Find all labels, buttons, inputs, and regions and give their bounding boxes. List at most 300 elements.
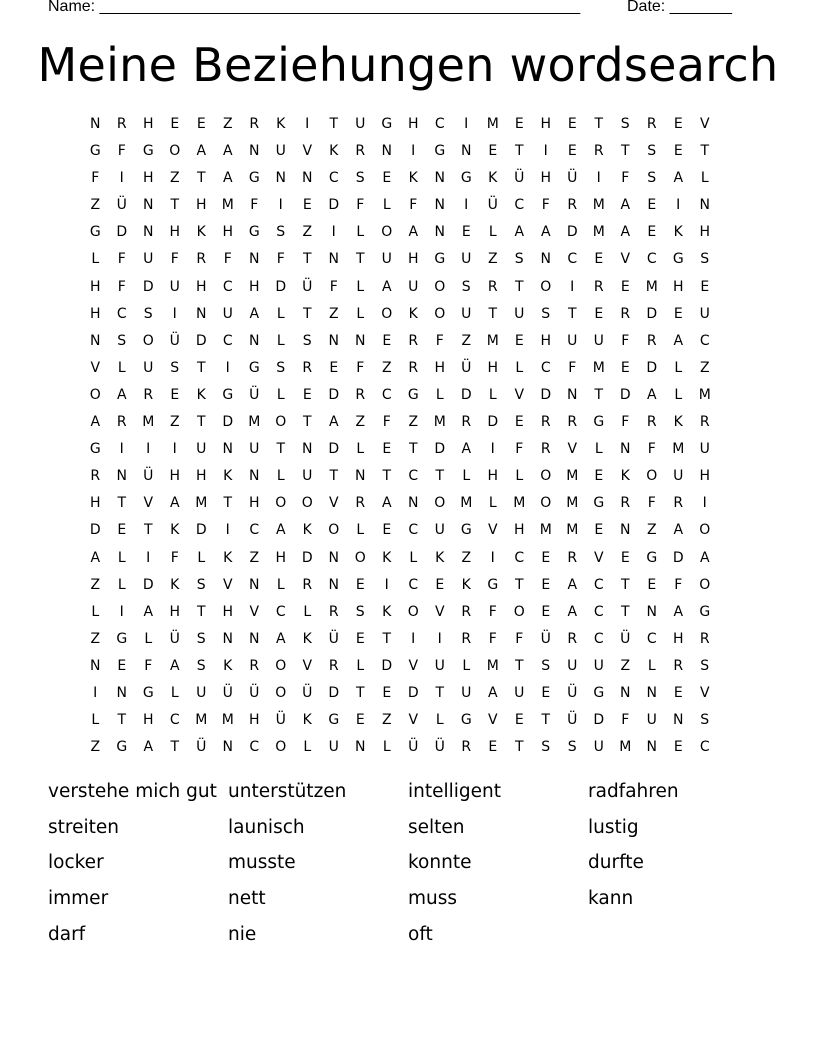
grid-letter: F: [647, 441, 656, 458]
grid-letter: G: [248, 170, 260, 187]
grid-letter: K: [170, 576, 180, 593]
grid-letter: O: [275, 414, 287, 431]
grid-letter: E: [673, 305, 683, 322]
grid-letter: V: [143, 495, 154, 512]
grid-letter: N: [646, 684, 657, 701]
grid-letter: D: [328, 441, 340, 458]
grid-letter: U: [143, 359, 154, 376]
grid-letter: S: [355, 603, 365, 620]
grid-letter: Z: [90, 197, 101, 214]
grid-letter: O: [513, 603, 525, 620]
grid-letter: C: [249, 739, 260, 756]
grid-letter: Ü: [222, 684, 233, 701]
grid-letter: T: [514, 143, 524, 160]
grid-letter: N: [90, 116, 101, 132]
grid-letter: M: [460, 495, 473, 512]
grid-letter: C: [540, 359, 551, 376]
grid-letter: R: [567, 630, 578, 647]
grid-letter: Z: [90, 630, 101, 647]
grid-letter: R: [116, 116, 127, 132]
grid-letter: N: [328, 251, 339, 268]
grid-letter: M: [486, 657, 499, 674]
grid-letter: L: [462, 657, 471, 674]
grid-letter: R: [567, 414, 578, 431]
grid-letter: H: [169, 468, 181, 485]
grid-letter: F: [117, 251, 126, 268]
grid-letter: D: [407, 684, 419, 701]
grid-letter: F: [621, 332, 630, 349]
grid-letter: R: [408, 359, 419, 376]
grid-letter: K: [223, 549, 233, 566]
grid-letter: R: [461, 414, 472, 431]
grid-letter: T: [488, 305, 498, 322]
grid-letter: O: [275, 684, 287, 701]
grid-letter: C: [567, 251, 578, 268]
grid-letter: F: [621, 414, 630, 431]
grid-letter: L: [515, 359, 524, 376]
grid-letter: S: [170, 359, 180, 376]
grid-letter: L: [488, 386, 497, 403]
grid-letter: E: [673, 143, 683, 160]
grid-letter: U: [567, 332, 578, 349]
grid-letter: E: [594, 522, 604, 539]
grid-letter: H: [699, 224, 711, 241]
grid-letter: G: [699, 603, 711, 620]
grid-letter: E: [329, 359, 339, 376]
grid-letter: U: [567, 657, 578, 674]
grid-letter: K: [196, 386, 206, 403]
grid-letter: L: [462, 468, 471, 485]
grid-letter: H: [142, 116, 154, 132]
grid-letter: O: [434, 495, 446, 512]
word-list-item: immer: [48, 888, 109, 910]
grid-letter: Z: [381, 712, 392, 729]
grid-letter: G: [89, 224, 101, 241]
grid-letter: M: [672, 441, 685, 458]
grid-letter: H: [195, 278, 207, 295]
grid-letter: A: [90, 549, 101, 566]
grid-letter: F: [621, 712, 630, 729]
grid-letter: D: [487, 414, 499, 431]
grid-letter: O: [434, 305, 446, 322]
grid-letter: T: [196, 359, 206, 376]
grid-letter: K: [302, 630, 312, 647]
grid-letter: S: [700, 251, 710, 268]
grid-letter: K: [276, 116, 286, 132]
grid-letter: D: [195, 522, 207, 539]
grid-letter: Ü: [302, 278, 313, 295]
grid-letter: K: [302, 712, 312, 729]
grid-letter: K: [302, 522, 312, 539]
grid-letter: Z: [169, 170, 180, 187]
grid-letter: Ü: [461, 359, 472, 376]
grid-letter: N: [328, 576, 339, 593]
grid-letter: H: [513, 522, 525, 539]
letter-grid: [82, 111, 718, 761]
grid-letter: M: [486, 116, 499, 132]
grid-letter: D: [434, 441, 446, 458]
grid-letter: H: [540, 116, 552, 132]
grid-letter: F: [356, 359, 365, 376]
grid-letter: S: [647, 170, 657, 187]
grid-letter: F: [382, 414, 391, 431]
grid-letter: T: [302, 251, 312, 268]
name-field-label: Name: ______________________________________________________: [48, 0, 581, 15]
grid-letter: L: [144, 630, 153, 647]
grid-letter: E: [435, 576, 445, 593]
grid-letter: N: [434, 197, 445, 214]
grid-letter: F: [674, 576, 683, 593]
grid-letter: I: [702, 495, 707, 512]
grid-letter: D: [646, 359, 658, 376]
grid-letter: N: [620, 684, 631, 701]
grid-letter: K: [223, 657, 233, 674]
grid-letter: R: [540, 414, 551, 431]
grid-letter: D: [142, 576, 154, 593]
grid-letter: I: [172, 305, 177, 322]
grid-letter: N: [355, 739, 366, 756]
grid-letter: T: [196, 603, 206, 620]
grid-letter: O: [540, 468, 552, 485]
grid-letter: F: [250, 197, 259, 214]
grid-letter: G: [487, 576, 499, 593]
grid-letter: N: [620, 522, 631, 539]
grid-letter: Ü: [169, 630, 180, 647]
grid-letter: T: [514, 576, 524, 593]
grid-letter: N: [249, 576, 260, 593]
grid-letter: L: [356, 522, 365, 539]
grid-letter: T: [620, 576, 630, 593]
grid-letter: O: [381, 224, 393, 241]
grid-letter: L: [647, 657, 656, 674]
grid-letter: O: [275, 657, 287, 674]
grid-letter: U: [434, 522, 445, 539]
grid-letter: H: [407, 251, 419, 268]
grid-letter: E: [673, 739, 683, 756]
grid-letter: G: [460, 522, 472, 539]
grid-letter: N: [302, 441, 313, 458]
grid-letter: E: [541, 603, 551, 620]
grid-letter: R: [355, 386, 366, 403]
grid-letter: R: [487, 278, 498, 295]
grid-letter: S: [647, 143, 657, 160]
grid-letter: O: [381, 305, 393, 322]
grid-letter: D: [593, 712, 605, 729]
grid-letter: S: [196, 576, 206, 593]
grid-letter: E: [302, 197, 312, 214]
grid-letter: O: [699, 576, 711, 593]
grid-letter: O: [169, 143, 181, 160]
grid-letter: C: [408, 522, 419, 539]
grid-letter: G: [89, 441, 101, 458]
grid-letter: A: [143, 739, 154, 756]
grid-letter: F: [647, 495, 656, 512]
grid-letter: O: [301, 495, 313, 512]
grid-letter: R: [540, 441, 551, 458]
grid-letter: E: [647, 197, 657, 214]
grid-letter: E: [355, 712, 365, 729]
grid-letter: Ü: [567, 712, 578, 729]
grid-letter: E: [355, 630, 365, 647]
grid-letter: D: [381, 657, 393, 674]
grid-letter: L: [356, 224, 365, 241]
grid-letter: R: [593, 278, 604, 295]
grid-letter: C: [408, 576, 419, 593]
grid-letter: R: [646, 414, 657, 431]
grid-letter: E: [117, 522, 127, 539]
grid-letter: T: [700, 143, 710, 160]
grid-letter: I: [146, 441, 151, 458]
grid-letter: L: [276, 305, 285, 322]
grid-letter: G: [248, 224, 260, 241]
grid-letter: D: [328, 197, 340, 214]
grid-letter: K: [488, 170, 498, 187]
grid-letter: M: [221, 197, 234, 214]
grid-letter: H: [407, 116, 419, 132]
grid-letter: M: [619, 739, 632, 756]
grid-letter: L: [276, 576, 285, 593]
grid-letter: L: [594, 441, 603, 458]
page-title: Meine Beziehungen wordsearch: [37, 38, 779, 92]
grid-letter: R: [646, 116, 657, 132]
grid-letter: Z: [169, 414, 180, 431]
grid-letter: R: [620, 305, 631, 322]
grid-letter: E: [594, 468, 604, 485]
grid-letter: S: [541, 305, 551, 322]
grid-letter: D: [195, 332, 207, 349]
grid-letter: G: [222, 386, 234, 403]
grid-letter: A: [116, 386, 127, 403]
grid-letter: R: [408, 332, 419, 349]
grid-letter: G: [460, 170, 472, 187]
grid-letter: D: [460, 386, 472, 403]
grid-letter: O: [646, 468, 658, 485]
grid-letter: N: [249, 143, 260, 160]
grid-letter: H: [195, 197, 207, 214]
grid-letter: M: [566, 522, 579, 539]
grid-letter: C: [222, 332, 233, 349]
grid-letter: U: [461, 305, 472, 322]
grid-letter: L: [435, 712, 444, 729]
date-field-label: Date: _______: [627, 0, 732, 15]
grid-letter: O: [354, 549, 366, 566]
grid-letter: I: [225, 522, 230, 539]
grid-letter: N: [673, 712, 684, 729]
grid-letter: A: [169, 657, 180, 674]
grid-letter: L: [276, 468, 285, 485]
grid-letter: N: [249, 332, 260, 349]
grid-letter: T: [514, 739, 524, 756]
grid-letter: K: [673, 414, 683, 431]
grid-letter: G: [116, 739, 128, 756]
grid-letter: N: [620, 441, 631, 458]
word-list-item: verstehe mich gut: [48, 781, 217, 802]
grid-letter: D: [328, 684, 340, 701]
grid-letter: T: [355, 251, 365, 268]
grid-letter: T: [143, 522, 153, 539]
grid-letter: L: [382, 197, 391, 214]
word-list-item: unterstützen: [228, 781, 347, 802]
grid-letter: L: [674, 386, 683, 403]
grid-letter: Ü: [514, 170, 525, 187]
grid-letter: E: [647, 224, 657, 241]
grid-letter: E: [541, 684, 551, 701]
grid-letter: R: [328, 603, 339, 620]
grid-letter: G: [434, 143, 446, 160]
grid-letter: A: [196, 143, 207, 160]
grid-letter: C: [328, 170, 339, 187]
grid-letter: G: [89, 143, 101, 160]
grid-letter: V: [408, 712, 419, 729]
grid-letter: Z: [328, 305, 339, 322]
grid-letter: Z: [620, 657, 631, 674]
grid-letter: D: [142, 278, 154, 295]
grid-letter: S: [541, 657, 551, 674]
grid-letter: N: [540, 251, 551, 268]
word-list-item: nie: [228, 923, 257, 945]
grid-letter: Z: [461, 332, 472, 349]
word-list-item: oft: [408, 923, 433, 945]
grid-letter: A: [673, 522, 684, 539]
grid-letter: L: [700, 170, 709, 187]
grid-letter: T: [117, 712, 127, 729]
grid-letter: N: [90, 332, 101, 349]
grid-letter: Ü: [567, 684, 578, 701]
grid-letter: F: [621, 170, 630, 187]
grid-letter: A: [567, 603, 578, 620]
grid-letter: M: [221, 712, 234, 729]
grid-letter: L: [356, 657, 365, 674]
grid-letter: V: [620, 251, 631, 268]
grid-letter: R: [90, 468, 101, 485]
grid-letter: K: [170, 522, 180, 539]
grid-letter: I: [490, 549, 495, 566]
grid-letter: T: [620, 143, 630, 160]
grid-letter: N: [434, 224, 445, 241]
grid-letter: U: [514, 305, 525, 322]
grid-letter: G: [328, 712, 340, 729]
grid-letter: L: [117, 576, 126, 593]
grid-letter: A: [673, 170, 684, 187]
word-list-item: durfte: [588, 852, 644, 874]
word-list-item: muss: [408, 888, 458, 910]
grid-letter: U: [381, 251, 392, 268]
grid-letter: N: [249, 630, 260, 647]
grid-letter: F: [329, 278, 338, 295]
grid-letter: T: [435, 684, 445, 701]
grid-letter: U: [461, 251, 472, 268]
grid-letter: U: [593, 332, 604, 349]
grid-letter: U: [196, 684, 207, 701]
grid-letter: G: [407, 386, 419, 403]
grid-letter: S: [700, 657, 710, 674]
grid-letter: M: [433, 414, 446, 431]
grid-letter: L: [515, 468, 524, 485]
grid-letter: Ü: [169, 332, 180, 349]
grid-letter: E: [117, 657, 127, 674]
grid-letter: H: [699, 468, 711, 485]
grid-letter: G: [460, 712, 472, 729]
grid-letter: K: [620, 468, 630, 485]
grid-letter: C: [593, 603, 604, 620]
grid-letter: A: [275, 630, 286, 647]
grid-letter: I: [411, 143, 416, 160]
grid-letter: V: [699, 116, 710, 132]
grid-letter: A: [673, 603, 684, 620]
grid-letter: N: [116, 468, 127, 485]
grid-letter: V: [90, 359, 101, 376]
grid-letter: H: [142, 170, 154, 187]
grid-letter: A: [699, 549, 710, 566]
grid-letter: L: [91, 603, 100, 620]
grid-letter: E: [382, 332, 392, 349]
grid-letter: E: [382, 170, 392, 187]
grid-letter: Z: [90, 576, 101, 593]
grid-letter: I: [278, 197, 283, 214]
grid-letter: O: [89, 386, 101, 403]
grid-letter: H: [248, 278, 260, 295]
grid-letter: N: [249, 251, 260, 268]
grid-letter: A: [381, 278, 392, 295]
grid-letter: L: [91, 712, 100, 729]
grid-letter: R: [461, 630, 472, 647]
grid-letter: O: [328, 522, 340, 539]
grid-letter: A: [249, 305, 260, 322]
grid-letter: R: [646, 332, 657, 349]
grid-letter: A: [514, 224, 525, 241]
grid-letter: I: [490, 441, 495, 458]
word-list-item: nett: [228, 888, 266, 910]
grid-letter: Z: [461, 549, 472, 566]
grid-letter: N: [116, 684, 127, 701]
grid-letter: A: [222, 170, 233, 187]
grid-letter: L: [303, 603, 312, 620]
grid-letter: T: [329, 116, 339, 132]
grid-letter: F: [117, 278, 126, 295]
grid-letter: E: [514, 332, 524, 349]
grid-letter: U: [673, 468, 684, 485]
grid-letter: E: [514, 116, 524, 132]
grid-letter: E: [382, 441, 392, 458]
grid-letter: K: [196, 224, 206, 241]
grid-letter: N: [355, 332, 366, 349]
grid-letter: E: [302, 386, 312, 403]
grid-letter: L: [117, 549, 126, 566]
grid-letter: D: [222, 414, 234, 431]
grid-letter: S: [276, 359, 286, 376]
grid-letter: L: [356, 441, 365, 458]
grid-letter: H: [169, 224, 181, 241]
grid-letter: E: [196, 116, 206, 132]
grid-letter: Z: [408, 414, 419, 431]
grid-letter: I: [146, 549, 151, 566]
grid-letter: Z: [302, 224, 313, 241]
grid-letter: V: [699, 684, 710, 701]
grid-letter: U: [169, 278, 180, 295]
grid-letter: K: [329, 143, 339, 160]
grid-letter: N: [222, 441, 233, 458]
grid-letter: A: [620, 197, 631, 214]
grid-letter: A: [275, 522, 286, 539]
grid-letter: E: [594, 305, 604, 322]
grid-letter: N: [328, 332, 339, 349]
grid-letter: V: [593, 549, 604, 566]
grid-letter: S: [117, 332, 127, 349]
grid-letter: R: [249, 116, 260, 132]
grid-letter: E: [170, 116, 180, 132]
grid-letter: I: [119, 603, 124, 620]
grid-letter: L: [435, 386, 444, 403]
